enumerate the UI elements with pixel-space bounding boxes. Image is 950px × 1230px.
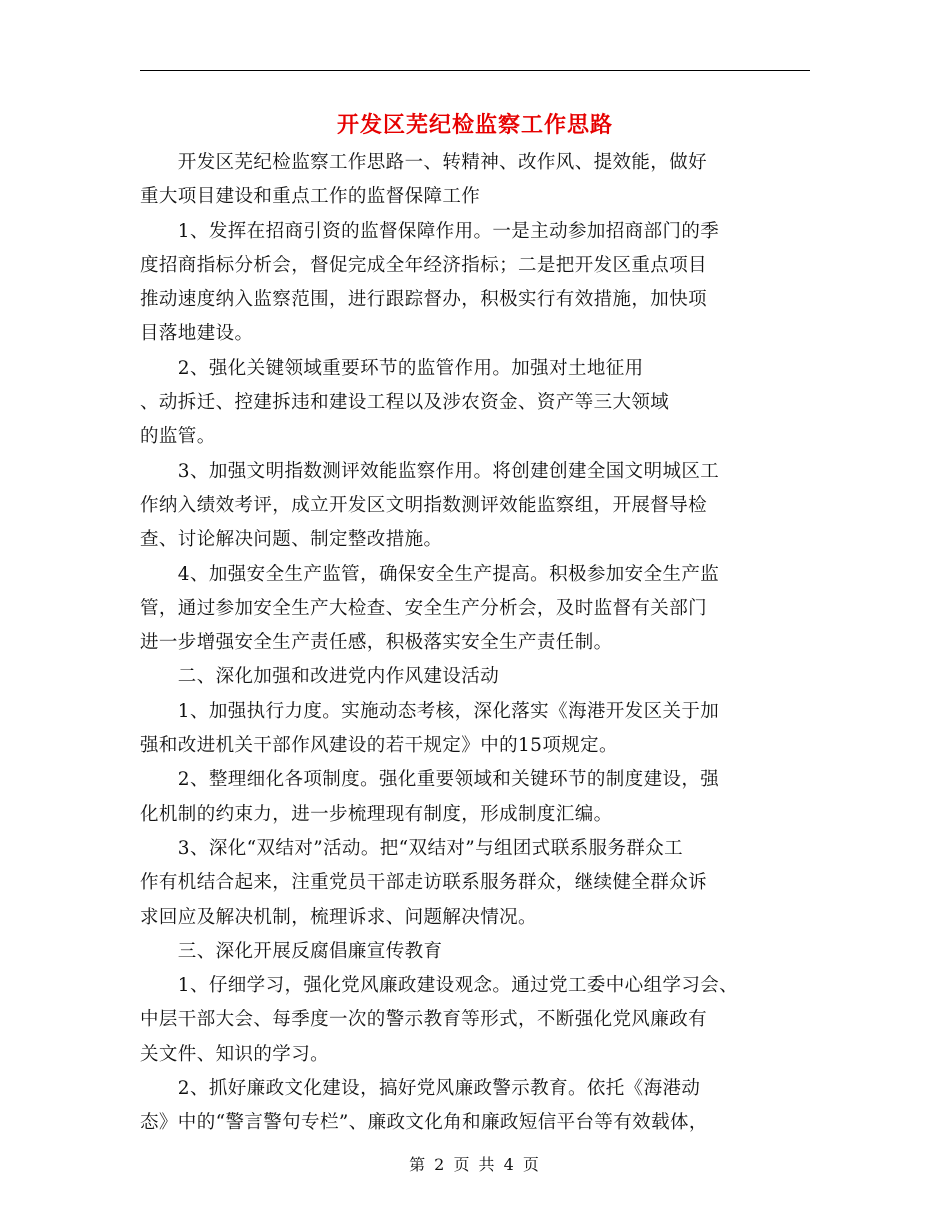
text-line: 推动速度纳入监察范围，进行跟踪督办，积极实行有效措施，加快项: [140, 289, 708, 311]
text-line: 管，通过参加安全生产大检查、安全生产分析会，及时监督有关部门: [140, 597, 708, 619]
text-line: 化机制的约束力，进一步梳理现有制度，形成制度汇编。: [140, 803, 613, 825]
text-line: 1、仔细学习，强化党风廉政建设观念。通过党工委中心组学习会、: [140, 975, 739, 997]
text-line: 二、深化加强和改进党内作风建设活动: [140, 666, 500, 688]
text-line: 关文件、知识的学习。: [140, 1043, 330, 1065]
text-line: 度招商指标分析会，督促完成全年经济指标；二是把开发区重点项目: [140, 254, 708, 276]
text-line: 作纳入绩效考评，成立开发区文明指数测评效能监察组，开展督导检: [140, 494, 708, 516]
text-line: 2、整理细化各项制度。强化重要领域和关键环节的制度建设，强: [140, 769, 720, 791]
text-line: 查、讨论解决问题、制定整改措施。: [140, 529, 443, 551]
text-line: 进一步增强安全生产责任感，积极落实安全生产责任制。: [140, 632, 613, 654]
page-footer: 第 2 页 共 4 页: [409, 1155, 541, 1174]
text-line: 开发区芜纪检监察工作思路一、转精神、改作风、提效能，做好: [140, 152, 708, 173]
header-rule: [140, 70, 810, 71]
document-title: 开发区芜纪检监察工作思路: [336, 112, 613, 138]
text-line: 重大项目建设和重点工作的监督保障工作: [140, 186, 481, 208]
text-line: 、动拆迁、控建拆违和建设工程以及涉农资金、资产等三大领域: [140, 392, 670, 414]
text-line: 的监管。: [140, 426, 216, 448]
document-body: [140, 146, 805, 1141]
text-line: 中层干部大会、每季度一次的警示教育等形式，不断强化党风廉政有: [140, 1009, 708, 1031]
text-line: 作有机结合起来，注重党员干部走访联系服务群众，继续健全群众诉: [140, 872, 708, 894]
text-line: 三、深化开展反腐倡廉宣传教育: [140, 940, 443, 962]
text-line: 2、抓好廉政文化建设，搞好党风廉政警示教育。依托《海港动: [140, 1078, 701, 1100]
text-line: 3、深化“双结对”活动。把“双结对”与组团式联系服务群众工: [140, 837, 684, 859]
text-line: 2、强化关键领域重要环节的监管作用。加强对土地征用: [140, 357, 644, 379]
text-line: 强和改进机关干部作风建设的若干规定》中的15项规定。: [140, 735, 618, 757]
text-line: 1、发挥在招商引资的监督保障作用。一是主动参加招商部门的季: [140, 220, 720, 242]
text-line: 1、加强执行力度。实施动态考核，深化落实《海港开发区关于加: [140, 700, 720, 722]
text-line: 态》中的“警言警句专栏”、廉政文化角和廉政短信平台等有效载体，: [140, 1112, 708, 1134]
text-line: 求回应及解决机制，梳理诉求、问题解决情况。: [140, 906, 537, 928]
text-line: 4、加强安全生产监管，确保安全生产提高。积极参加安全生产监: [140, 563, 720, 585]
text-line: 3、加强文明指数测评效能监察作用。将创建创建全国文明城区工: [140, 460, 720, 482]
text-line: 目落地建设。: [140, 323, 254, 345]
